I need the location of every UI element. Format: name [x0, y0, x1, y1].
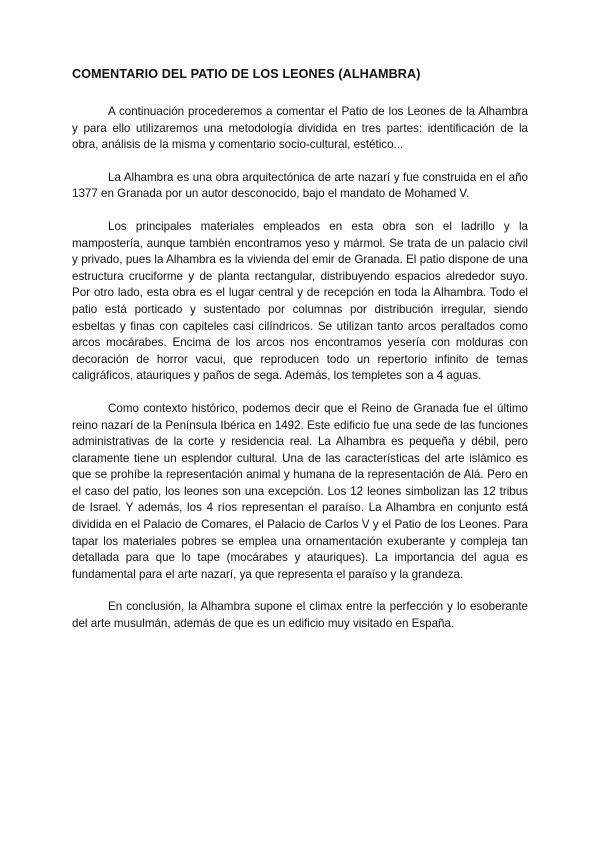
- paragraph-historical-context: Como contexto histórico, podemos decir que el Reino de Granada fue el último reino nazarí de la Península Ibérica en 1492. Este edificio fue una sede de las funciones administrativas de la corte y residencia real. La Alhambra es pequeña y débil, pero claramente tiene un esplendor cultural. Una de las características del arte islámico es que se prohíbe la representación animal y humana de la representación de Alá. Pero en el caso del patio, los leones son una excepción. Los 12 leones simbolizan las 12 tribus de Israel. Y además, los 4 ríos representan el paraíso. La Alhambra en conjunto está dividida en el Palacio de Comares, el Palacio de Carlos V y el Patio de los Leones. Para tapar los materiales pobres se emplea una ornamentación exuberante y compleja tan detallada para que lo tape (mocárabes y atauriques). La importancia del agua es fundamental para el arte nazarí, ya que representa el paraíso y la grandeza.: [72, 401, 528, 581]
- paragraph-identification: La Alhambra es una obra arquitectónica de arte nazarí y fue construida en el año 1377 en Granada por un autor desconocido, bajo el mandato de Mohamed V.: [72, 170, 528, 201]
- document-body: [72, 66, 528, 649]
- paragraph-conclusion: En conclusión, la Alhambra supone el climax entre la perfección y lo esoberante del arte musulmán, además de que es un edificio muy visitado en España.: [72, 600, 528, 631]
- document-title: COMENTARIO DEL PATIO DE LOS LEONES (ALHAMBRA): [72, 67, 421, 81]
- paragraph-introduction: A continuación procederemos a comentar el Patio de los Leones de la Alhambra y para ello utilizaremos una metodología dividida en tres partes: identificación de la obra, análisis de la misma y comentario socio-cultural, estético...: [72, 105, 528, 152]
- paragraph-analysis: Los principales materiales empleados en esta obra son el ladrillo y la mampostería, aunque también encontramos yeso y mármol. Se trata de un palacio civil y privado, pues la Alhambra es la vivienda del emir de Granada. El patio dispone de una estructura cruciforme y de planta rectangular, distribuyendo espacios alrededor suyo. Por otro lado, esta obra es el lugar central y de recepción en toda la Alhambra. Todo el patio está porticado y sustentado por columnas por distribución irregular, siendo esbeltas y finas con capiteles casi cilíndricos. Se utilizan tanto arcos peraltados como arcos mocárabes. Encima de los arcos nos encontramos yesería con molduras con decoración de horror vacui, que reproducen todo un repertorio infinito de temas caligráficos, atauriques y paños de sega. Además, los templetes son a 4 aguas.: [72, 219, 528, 383]
